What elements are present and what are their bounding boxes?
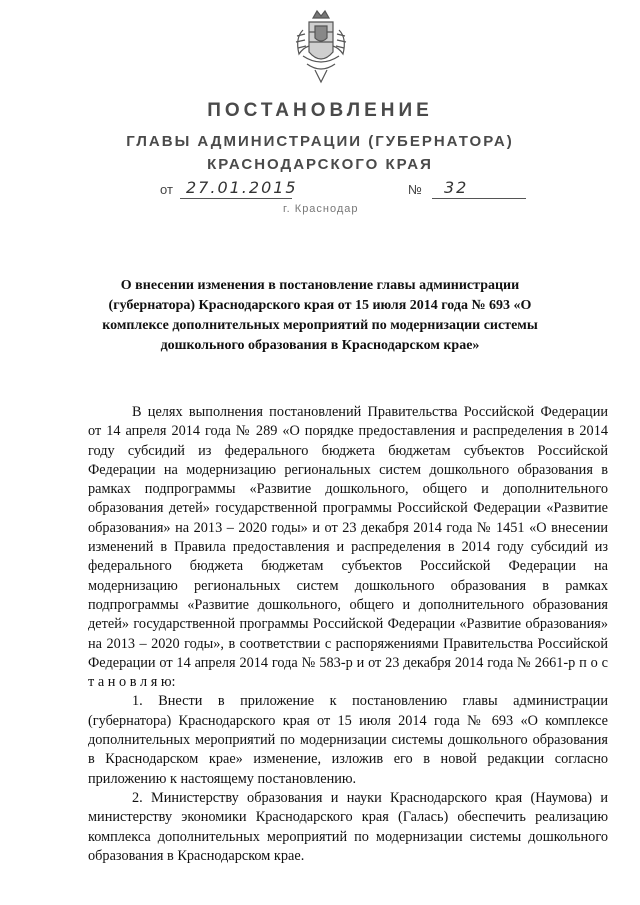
date-underline [180,198,292,199]
document-title: О внесении изменения в постановление главы администрации (губернатора) Краснодарского края от 15 июля 2014 года № 693 «О комплексе дополнительных мероприятий по модернизации системы дошкольного образования в Краснодарском крае» [102,278,538,353]
document-type-heading: ПОСТАНОВЛЕНИЕ [207,100,433,121]
item-1-paragraph: 1. Внести в приложение к постановлению главы администрации (губернатора) Краснодарского края от 15 июля 2014 года № 693 «О комплексе дополнительных мероприятий по модернизации системы дошкольного образования в Краснодарском крае» изменение, изложив его в новой редакции согласно приложению к настоящему постановлению. [88,693,608,787]
number-value: 32 [444,178,469,197]
coat-of-arms-icon [293,8,349,86]
number-label: № [408,182,422,197]
issuer-heading: ГЛАВЫ АДМИНИСТРАЦИИ (ГУБЕРНАТОРА) [126,133,514,150]
number-underline [432,198,526,199]
date-label: от [160,182,173,197]
city-label: г. Краснодар [283,203,359,215]
region-heading: КРАСНОДАРСКОГО КРАЯ [207,156,433,173]
item-2-paragraph: 2. Министерству образования и науки Краснодарского края (Наумова) и министерству экономики Краснодарского края (Галась) обеспечить реализацию комплекса дополнительных мероприятий по модернизации системы дошкольного образования в Краснодарском крае. [88,789,608,864]
date-value: 27.01.2015 [186,178,298,197]
document-body [88,403,608,866]
intro-paragraph: В целях выполнения постановлений Правительства Российской Федерации от 14 апреля 2014 года № 289 «О порядке предоставления и распределения в 2014 году субсидий из федерального бюджета бюджетам субъектов Российской Федерации на модернизацию региональных систем дошкольного образования в рамках подпрограммы «Развитие дошкольного, общего и дополнительного образования детей» государственной программы Российской Федерации «Развитие образования» на 2013 – 2020 годы» и от 23 декабря 2014 года № 1451 «О внесении изменений в Правила предоставления и распределения в 2014 году субсидий из федерального бюджета бюджетам субъектов Российской Федерации на модернизацию региональных систем дошкольного образования в рамках подпрограммы «Развитие дошкольного, общего и дополнительного образования детей» государственной программы Российской Федерации «Развитие образования» на 2013 – 2020 годы», в соответствии с распоряжениями Правительства Российской Федерации от 14 апреля 2014 года № 583-р и от 23 декабря 2014 года № 2661-р п о с т а н о в л я ю: [88,404,608,691]
